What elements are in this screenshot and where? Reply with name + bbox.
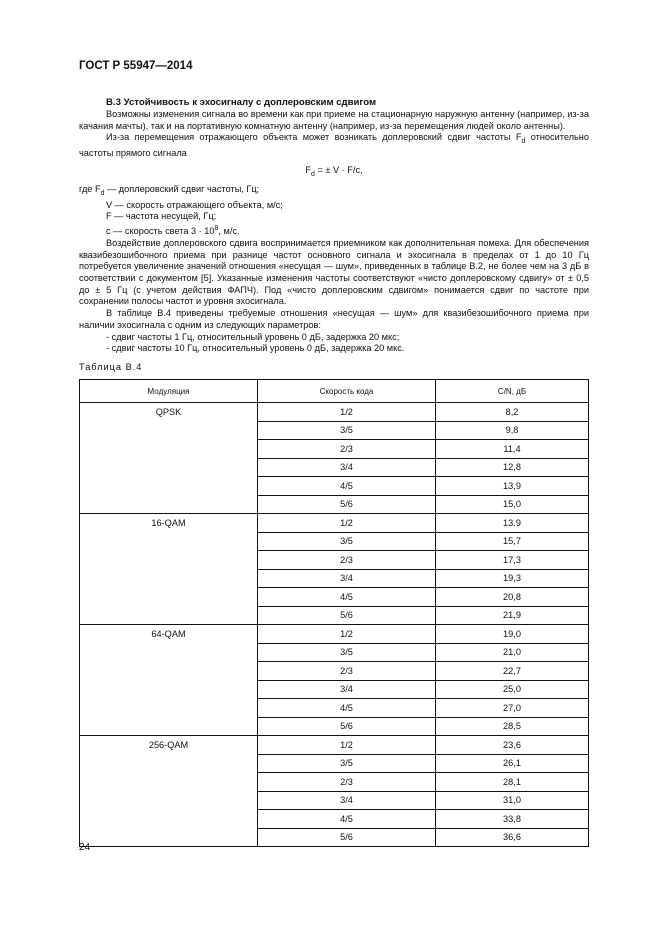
- table-header-row: [80, 380, 589, 403]
- cn-value-cell: 9,8: [436, 421, 589, 440]
- code-rate-cell: 1/2: [258, 625, 436, 644]
- cn-value-cell: 17,3: [436, 551, 589, 570]
- cn-value-cell: 31,0: [436, 791, 589, 810]
- code-rate-cell: 3/4: [258, 569, 436, 588]
- doppler-formula: $F_d$ = ± V · F/c,: [305, 164, 363, 178]
- list-item: - сдвиг частоты 1 Гц, относительный уровень 0 дБ, задержка 20 мкс;: [106, 331, 400, 342]
- code-rate-cell: 3/4: [258, 791, 436, 810]
- modulation-cell: 16-QAM: [80, 514, 258, 625]
- page-number: 24: [79, 842, 91, 853]
- section-title: В.3 Устойчивость к эхосигналу с доплеровским сдвигом: [106, 97, 377, 108]
- code-rate-cell: 1/2: [258, 514, 436, 533]
- paragraph-1: Возможны изменения сигнала во времени как при приеме на стационарную наружную антенну (например, из-за качания мачты), так и на портативную комнатную антенну (например, из-за перемещения людей около антенны).: [79, 109, 589, 131]
- code-rate-cell: 4/5: [258, 699, 436, 718]
- definition-c: с — скорость света $3 \cdot 10^8$, м/с.: [106, 225, 240, 237]
- code-rate-cell: 5/6: [258, 828, 436, 847]
- code-rate-cell: 2/3: [258, 662, 436, 681]
- document-id: ГОСТ Р 55947—2014: [79, 60, 193, 72]
- code-rate-cell: 5/6: [258, 606, 436, 625]
- modulation-cell: 64-QAM: [80, 625, 258, 736]
- code-rate-cell: 3/4: [258, 680, 436, 699]
- header-modulation: Модуляция: [80, 380, 258, 403]
- code-rate-cell: 4/5: [258, 588, 436, 607]
- cn-value-cell: 11,4: [436, 440, 589, 459]
- cn-value-cell: 23,6: [436, 736, 589, 755]
- table-caption: Таблица В.4: [79, 362, 143, 372]
- modulation-cell: QPSK: [80, 403, 258, 514]
- cn-value-cell: 21,9: [436, 606, 589, 625]
- paragraph-4: В таблице В.4 приведены требуемые отношения «несущая — шум» для квазибезошибочного приема при наличии эхосигнала с одним из следующих параметров:: [79, 308, 589, 330]
- cn-value-cell: 22,7: [436, 662, 589, 681]
- cn-value-cell: 36,6: [436, 828, 589, 847]
- code-rate-cell: 5/6: [258, 495, 436, 514]
- code-rate-cell: 4/5: [258, 477, 436, 496]
- cn-value-cell: 21,0: [436, 643, 589, 662]
- code-rate-cell: 3/4: [258, 458, 436, 477]
- cn-value-cell: 28,1: [436, 773, 589, 792]
- cn-value-cell: 12,8: [436, 458, 589, 477]
- cn-value-cell: 13,9: [436, 477, 589, 496]
- code-rate-cell: 4/5: [258, 810, 436, 829]
- cn-value-cell: 33,8: [436, 810, 589, 829]
- cn-ratio-table: [79, 379, 589, 847]
- table-body: [80, 403, 589, 847]
- table-row: [80, 625, 589, 644]
- code-rate-cell: 2/3: [258, 551, 436, 570]
- code-rate-cell: 3/5: [258, 643, 436, 662]
- table-row: [80, 403, 589, 422]
- definition-f: F — частота несущей, Гц;: [106, 211, 217, 222]
- cn-value-cell: 19,3: [436, 569, 589, 588]
- cn-value-cell: 20,8: [436, 588, 589, 607]
- paragraph-3: Воздействие доплеровского сдвига воспринимается приемником как дополнительная помеха. Для обеспечения квазибезошибочного приема при разнице частот основного сигнала и эхосигнала в пределах от 1 до 10 Гц потребуется увеличение значений отношения «несущая — шум», приведенных в таблице В.2, не более чем на 3 дБ в соответствии с документом [5]. Указанные изменения частоты соответствуют «чисто доплеровскому сдвигу» от ± 0,5 до ± 5 Гц (с учетом действия ФАПЧ). Под «чисто доплеровским сдвигом» понимается сдвиг по частоте при сохранении полосы частот и уровня эхосигнала.: [79, 237, 589, 307]
- cn-value-cell: 13.9: [436, 514, 589, 533]
- header-code-rate: Скорость кода: [258, 380, 436, 403]
- table-row: [80, 514, 589, 533]
- cn-value-cell: 25,0: [436, 680, 589, 699]
- definition-fd: где $F_d$ — доплеровский сдвиг частоты, Гц;: [79, 184, 260, 197]
- header-cn: C/N, дБ: [436, 380, 589, 403]
- table-row: [80, 736, 589, 755]
- code-rate-cell: 3/5: [258, 532, 436, 551]
- code-rate-cell: 1/2: [258, 403, 436, 422]
- modulation-cell: 256-QAM: [80, 736, 258, 847]
- code-rate-cell: 3/5: [258, 421, 436, 440]
- cn-value-cell: 27,0: [436, 699, 589, 718]
- paragraph-2: Из-за перемещения отражающего объекта может возникать доплеровский сдвиг частоты $F_d$ относительно частоты прямого сигнала: [79, 132, 589, 158]
- code-rate-cell: 2/3: [258, 440, 436, 459]
- section-body: [79, 109, 589, 355]
- cn-value-cell: 15,7: [436, 532, 589, 551]
- code-rate-cell: 5/6: [258, 717, 436, 736]
- code-rate-cell: 3/5: [258, 754, 436, 773]
- cn-value-cell: 28,5: [436, 717, 589, 736]
- list-item: - сдвиг частоты 10 Гц, относительный уровень 0 дБ, задержка 20 мкс.: [106, 343, 405, 354]
- cn-value-cell: 26,1: [436, 754, 589, 773]
- definition-v: V — скорость отражающего объекта, м/с;: [106, 199, 283, 210]
- cn-value-cell: 15,0: [436, 495, 589, 514]
- code-rate-cell: 2/3: [258, 773, 436, 792]
- cn-value-cell: 19,0: [436, 625, 589, 644]
- cn-value-cell: 8,2: [436, 403, 589, 422]
- code-rate-cell: 1/2: [258, 736, 436, 755]
